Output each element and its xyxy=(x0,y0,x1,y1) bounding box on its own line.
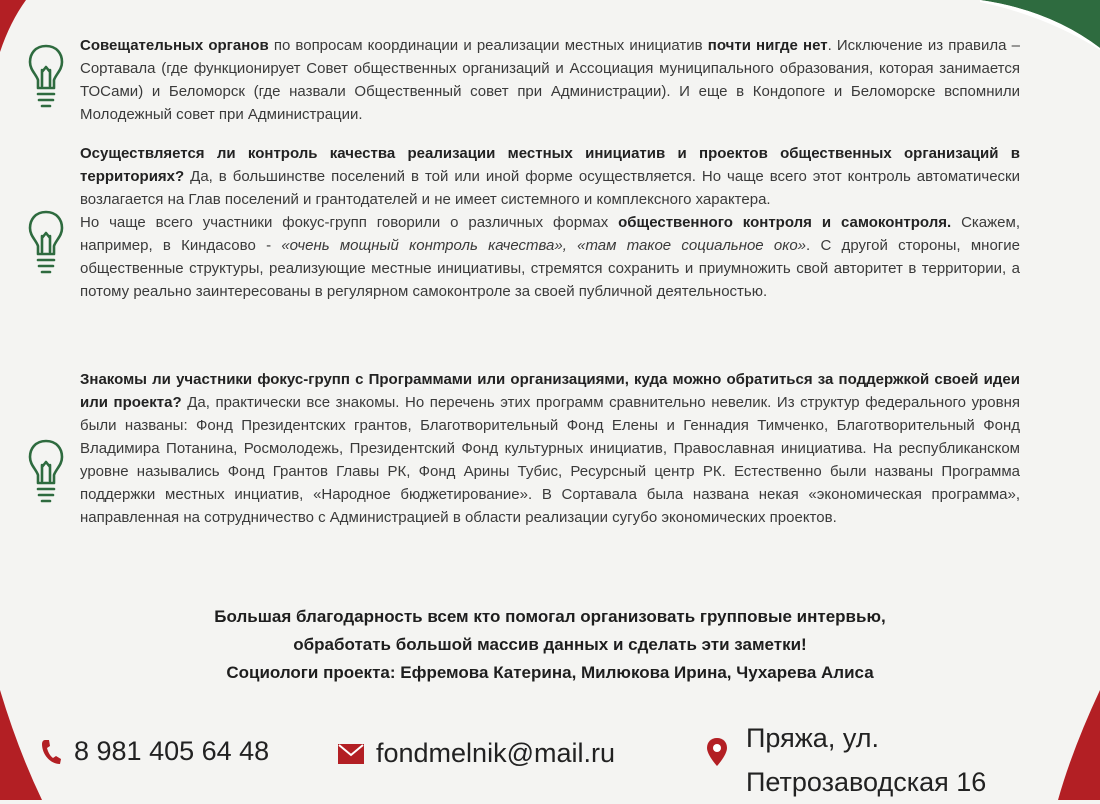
corner-decoration-bottom-right xyxy=(1010,690,1100,800)
lightbulb-icon xyxy=(26,437,66,509)
paragraph-advisory-bodies xyxy=(80,34,1020,126)
text-run: Но чаще всего участники фокус-групп говорили о различных формах xyxy=(80,214,619,231)
bold-phrase: общественного контроля и самоконтроля. xyxy=(618,214,952,231)
map-pin-icon xyxy=(707,738,727,766)
text-run: Скажем, например, в Киндасово - xyxy=(80,214,1021,254)
lightbulb-icon xyxy=(26,42,66,114)
text-run: Да, практически все знакомы. Но перечень этих программ сравнительно невелик. Из структур федерального уровня были названы: Фонд Президентских грантов, Благотворительный Фонд Елены и Геннадия Тимченко, Благотворительный Фонд Владимира Потанина, Росмолодежь, Президентский Фонд культурных инициатив, Православная инициатива. На республиканском уровне назывались Фонд Грантов Главы РК, Фонд Арины Тубис, Ресурсный центр РК. Естественно были названы Программа поддержки местных инциатив, «Народное бюджетирование». В Сортавала была названа некая «экономическая программа», направленная на сотрудничество с Администрацией в области реализации сугубо экономических проектов. xyxy=(80,394,1020,526)
quote: «очень мощный контроль качества», «там такое социальное око» xyxy=(281,237,807,254)
address-line: Пряжа, ул. xyxy=(746,723,879,753)
acknowledgements xyxy=(0,603,1100,687)
text-run: . Исключение из правила – Сортавала (где функционирует Совет общественных организаций и Ассоциация муниципального образования, которая занимается ТОСами) и Беломорск (где назвали Общественный совет при Администрации). И еще в Кондопоге и Беломорске вспомнили Молодежный совет при Администрации. xyxy=(80,37,1020,123)
text-run: Да, в большинстве поселений в той или иной форме осуществляется. Но чаще всего этот контроль автоматически возлагается на Глав поселений и грантодателей и не имеет системного и комплексного характера. xyxy=(80,168,1020,208)
question-heading: Знакомы ли участники фокус-групп с Программами или организациями, куда можно обратиться за поддержкой своей идеи или проекта? xyxy=(80,371,1020,411)
phone-number[interactable]: 8 981 405 64 48 xyxy=(74,736,270,766)
phone-contact[interactable] xyxy=(40,736,269,767)
lightbulb-icon xyxy=(26,208,66,280)
bold-phrase: почти нигде нет xyxy=(707,37,828,54)
question-heading: Осуществляется ли контроль качества реализации местных инициатив и проектов общественных организаций в территориях? xyxy=(80,145,1020,185)
bold-phrase: Совещательных органов xyxy=(80,37,269,54)
thanks-line: Большая благодарность всем кто помогал организовать групповые интервью, xyxy=(214,607,886,626)
sociologists-line: Социологи проекта: Ефремова Катерина, Милюкова Ирина, Чухарева Алиса xyxy=(226,663,874,682)
address-line: Петрозаводская 16 xyxy=(746,767,987,797)
envelope-icon xyxy=(338,744,364,764)
text-run: по вопросам координации и реализации местных инициатив xyxy=(268,37,708,54)
phone-icon xyxy=(40,738,62,766)
text-run: . С другой стороны, многие общественные структуры, реализующие местные инициативы, стремятся сохранить и приумножить свой авторитет в территории, а потому реально заинтересованы в регулярном самоконтроле за своей публичной деятельностью. xyxy=(80,237,1020,300)
thanks-line: обработать большой массив данных и сделать эти заметки! xyxy=(293,635,807,654)
paragraph-support-programs xyxy=(80,368,1020,529)
email-address[interactable]: fondmelnik@mail.ru xyxy=(376,738,615,768)
email-contact[interactable] xyxy=(338,738,615,769)
address xyxy=(746,716,986,804)
paragraph-quality-control xyxy=(80,142,1020,303)
